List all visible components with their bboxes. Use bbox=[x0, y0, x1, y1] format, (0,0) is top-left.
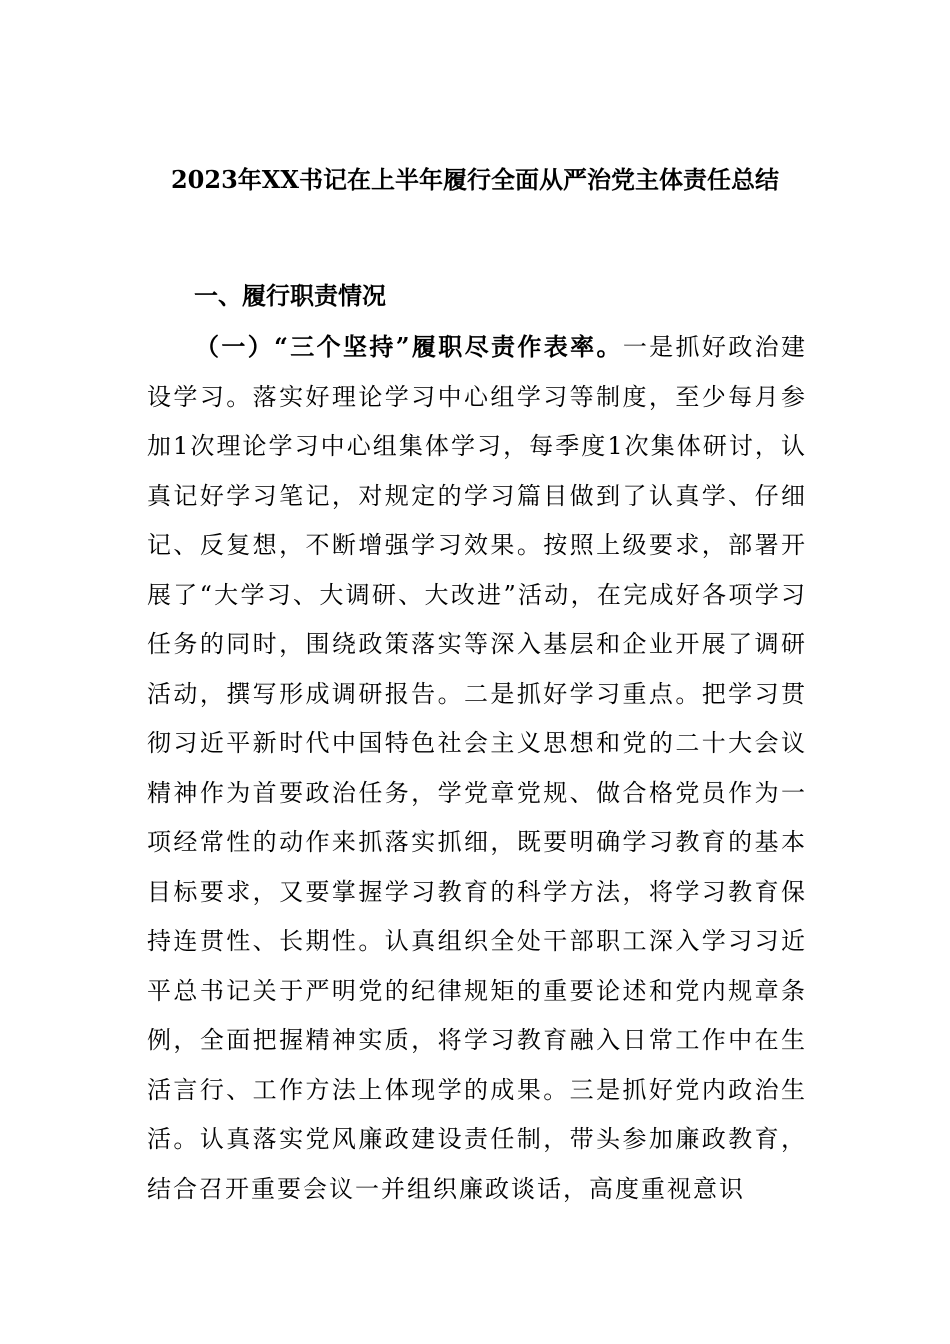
section-heading: 一、履行职责情况 bbox=[194, 281, 386, 310]
body-paragraph bbox=[147, 322, 807, 1214]
document-title: 2023年XX书记在上半年履行全面从严治党主体责任总结 bbox=[170, 165, 780, 194]
paragraph-body: 一是抓好政治建设学习。落实好理论学习中心组学习等制度，至少每月参加1次理论学习中心组集体学习，每季度1次集体研讨，认真记好学习笔记，对规定的学习篇目做到了认真学、仔细记、反复想，不断增强学习效果。按照上级要求，部署开展了“大学习、大调研、大改进”活动，在完成好各项学习任务的同时，围绕政策落实等深入基层和企业开展了调研活动，撰写形成调研报告。二是抓好学习重点。把学习贯彻习近平新时代中国特色社会主义思想和党的二十大会议精神作为首要政治任务，学党章党规、做合格党员作为一项经常性的动作来抓落实抓细，既要明确学习教育的基本目标要求，又要掌握学习教育的科学方法，将学习教育保持连贯性、长期性。认真组织全处干部职工深入学习习近平总书记关于严明党的纪律规矩的重要论述和党内规章条例，全面把握精神实质，将学习教育融入日常工作中在生活言行、工作方法上体现学的成果。三是抓好党内政治生活。认真落实党风廉政建设责任制，带头参加廉政教育，结合召开重要会议一并组织廉政谈话，高度重视意识 bbox=[147, 333, 808, 1203]
paragraph-lead: （一）“三个坚持”履职尽责作表率。 bbox=[195, 332, 623, 361]
